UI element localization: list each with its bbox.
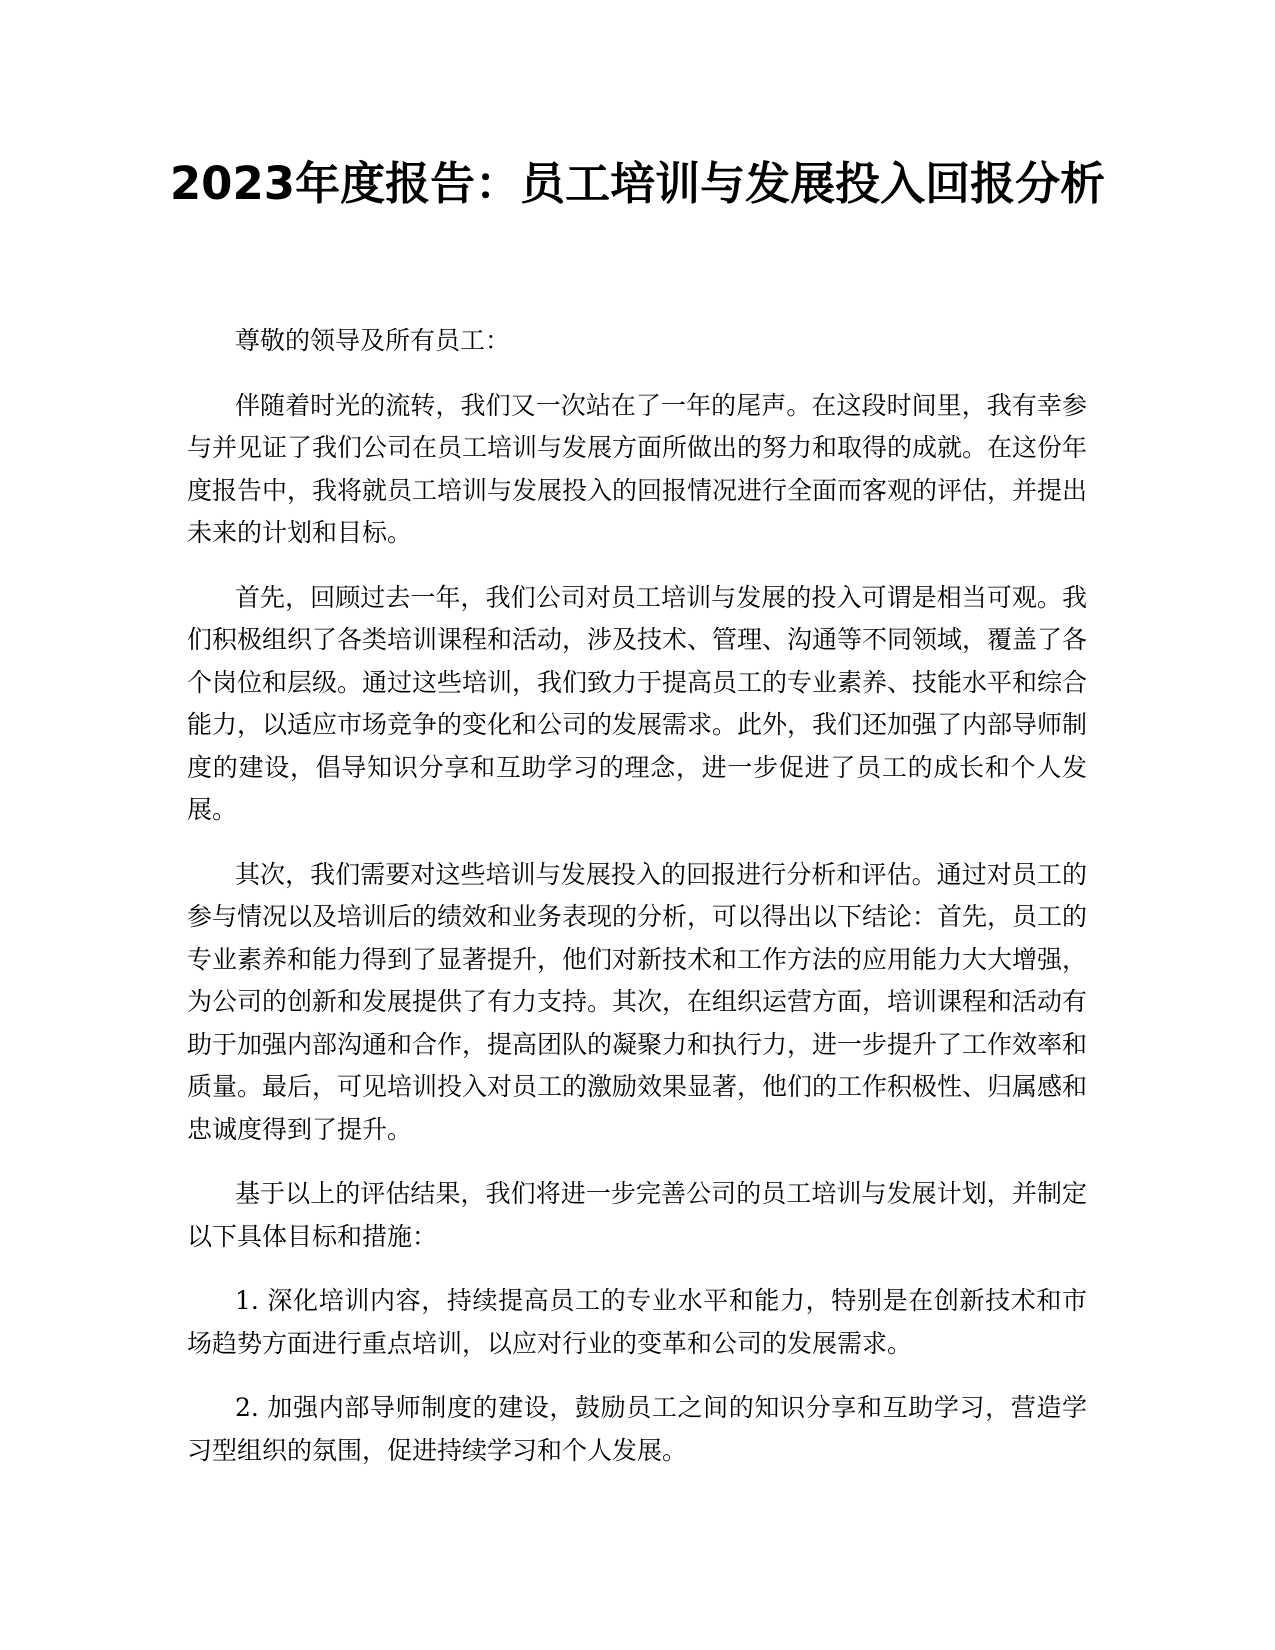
list-item-2: 2. 加强内部导师制度的建设，鼓励员工之间的知识分享和互助学习，营造学习型组织的氛围，促进持续学习和个人发展。 <box>187 1393 1087 1465</box>
paragraph-plan: 基于以上的评估结果，我们将进一步完善公司的员工培训与发展计划，并制定以下具体目标和措施： <box>187 1179 1087 1251</box>
list-item-1: 1. 深化培训内容，持续提高员工的专业水平和能力，特别是在创新技术和市场趋势方面进行重点培训，以应对行业的变革和公司的发展需求。 <box>187 1286 1087 1358</box>
document-title: 2023年度报告：员工培训与发展投入回报分析 <box>169 157 1106 210</box>
document-body <box>187 320 1087 1494</box>
paragraph-review: 首先，回顾过去一年，我们公司对员工培训与发展的投入可谓是相当可观。我们积极组织了各类培训课程和活动，涉及技术、管理、沟通等不同领域，覆盖了各个岗位和层级。通过这些培训，我们致力于提高员工的专业素养、技能水平和综合能力，以适应市场竞争的变化和公司的发展需求。此外，我们还加强了内部导师制度的建设，倡导知识分享和互助学习的理念，进一步促进了员工的成长和个人发展。 <box>187 582 1088 824</box>
paragraph-intro: 伴随着时光的流转，我们又一次站在了一年的尾声。在这段时间里，我有幸参与并见证了我们公司在员工培训与发展方面所做出的努力和取得的成就。在这份年度报告中，我将就员工培训与发展投入的回报情况进行全面而客观的评估，并提出未来的计划和目标。 <box>187 390 1088 547</box>
paragraph-analysis: 其次，我们需要对这些培训与发展投入的回报进行分析和评估。通过对员工的参与情况以及培训后的绩效和业务表现的分析，可以得出以下结论：首先，员工的专业素养和能力得到了显著提升，他们对新技术和工作方法的应用能力大大增强，为公司的创新和发展提供了有力支持。其次，在组织运营方面，培训课程和活动有助于加强内部沟通和合作，提高团队的凝聚力和执行力，进一步提升了工作效率和质量。最后，可见培训投入对员工的激励效果显著，他们的工作积极性、归属感和忠诚度得到了提升。 <box>187 859 1088 1144</box>
salutation: 尊敬的领导及所有员工： <box>235 326 511 355</box>
